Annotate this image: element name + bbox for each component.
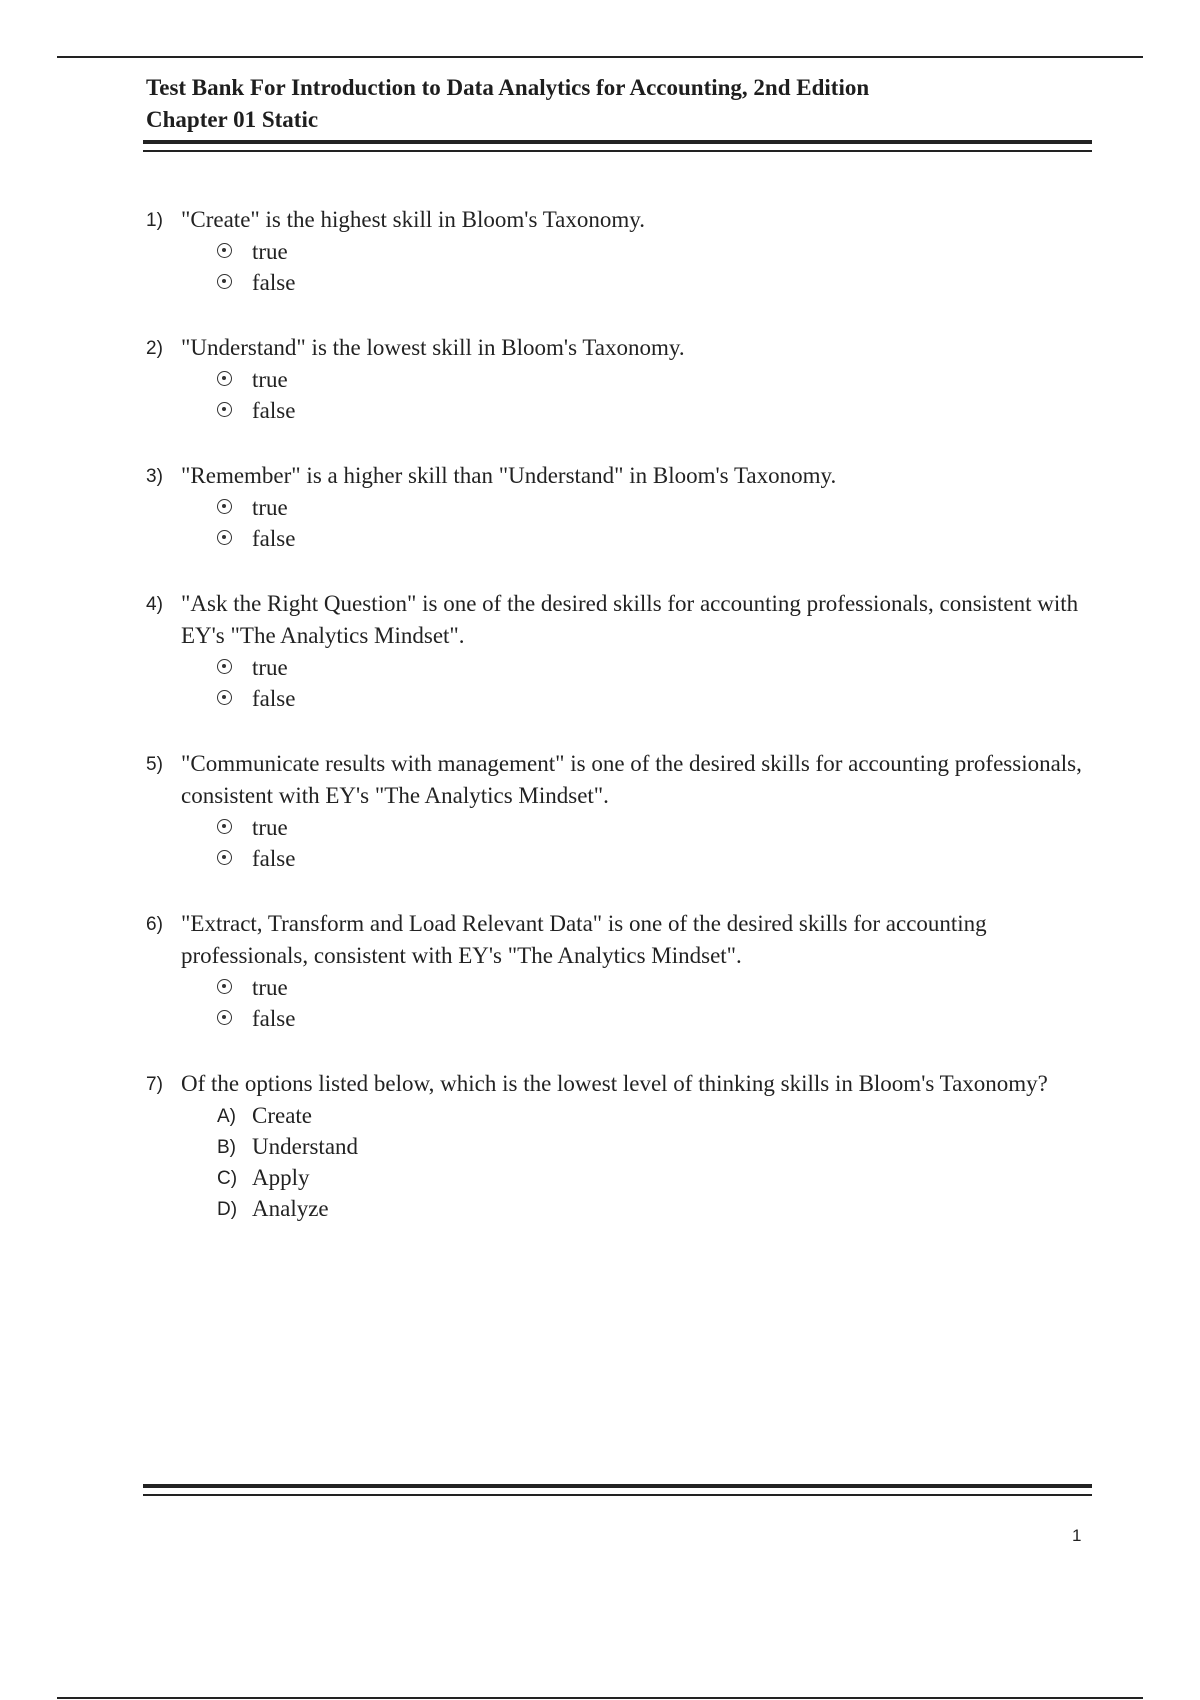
option-true[interactable] — [181, 972, 1096, 1003]
radio-icon[interactable] — [217, 274, 232, 289]
option-label: Apply — [252, 1165, 310, 1190]
radio-icon[interactable] — [217, 819, 232, 834]
option-list — [181, 492, 1096, 554]
header-divider — [143, 140, 1092, 152]
radio-icon[interactable] — [217, 402, 232, 417]
option-d[interactable] — [181, 1193, 1096, 1224]
question-number: 7) — [146, 1074, 163, 1095]
option-label: true — [252, 367, 288, 392]
question-text: Of the options listed below, which is the lowest level of thinking skills in Bloom's Taxonomy? — [181, 1071, 1048, 1096]
option-list — [181, 1100, 1096, 1224]
radio-icon[interactable] — [217, 659, 232, 674]
option-list — [181, 972, 1096, 1034]
option-c[interactable] — [181, 1162, 1096, 1193]
question-text: "Extract, Transform and Load Relevant Data" is one of the desired skills for accounting professionals, consistent with EY's "The Analytics Mindset". — [181, 911, 987, 968]
page-number: 1 — [1072, 1526, 1082, 1545]
option-a[interactable] — [181, 1100, 1096, 1131]
option-letter: B) — [217, 1137, 236, 1158]
option-true[interactable] — [181, 652, 1096, 683]
option-label: false — [252, 398, 296, 423]
question-number: 1) — [146, 210, 163, 231]
option-true[interactable] — [181, 236, 1096, 267]
option-false[interactable] — [181, 395, 1096, 426]
option-letter: C) — [217, 1168, 238, 1189]
option-true[interactable] — [181, 364, 1096, 395]
page-bottom-border — [57, 1697, 1143, 1699]
question-text: "Communicate results with management" is one of the desired skills for accounting professionals, consistent with EY's "The Analytics Mindset". — [181, 751, 1082, 808]
option-letter: D) — [217, 1199, 238, 1220]
option-list — [181, 364, 1096, 426]
option-true[interactable] — [181, 812, 1096, 843]
radio-icon[interactable] — [217, 850, 232, 865]
question-1 — [146, 204, 1096, 298]
question-5 — [146, 748, 1096, 874]
question-text: "Create" is the highest skill in Bloom's Taxonomy. — [181, 207, 646, 232]
option-label: false — [252, 526, 296, 551]
question-number: 5) — [146, 754, 163, 775]
radio-icon[interactable] — [217, 979, 232, 994]
option-false[interactable] — [181, 683, 1096, 714]
option-label: false — [252, 270, 296, 295]
question-list — [146, 204, 1096, 1258]
question-text: "Understand" is the lowest skill in Bloom's Taxonomy. — [181, 335, 685, 360]
option-label: Understand — [252, 1134, 359, 1159]
question-number: 2) — [146, 338, 163, 359]
question-6 — [146, 908, 1096, 1034]
radio-icon[interactable] — [217, 690, 232, 705]
option-label: Analyze — [252, 1196, 329, 1221]
option-false[interactable] — [181, 267, 1096, 298]
option-label: true — [252, 655, 288, 680]
question-4 — [146, 588, 1096, 714]
chapter-title: Chapter 01 Static — [146, 107, 319, 132]
option-label: false — [252, 1006, 296, 1031]
option-label: true — [252, 975, 288, 1000]
option-label: false — [252, 686, 296, 711]
page-top-border — [57, 56, 1143, 58]
footer-divider — [143, 1484, 1092, 1496]
option-true[interactable] — [181, 492, 1096, 523]
radio-icon[interactable] — [217, 243, 232, 258]
option-letter: A) — [217, 1106, 236, 1127]
radio-icon[interactable] — [217, 530, 232, 545]
option-b[interactable] — [181, 1131, 1096, 1162]
question-number: 3) — [146, 466, 163, 487]
question-7 — [146, 1068, 1096, 1224]
document-title: Test Bank For Introduction to Data Analytics for Accounting, 2nd Edition — [146, 75, 870, 100]
option-label: Create — [252, 1103, 313, 1128]
question-2 — [146, 332, 1096, 426]
radio-icon[interactable] — [217, 499, 232, 514]
option-list — [181, 812, 1096, 874]
option-false[interactable] — [181, 523, 1096, 554]
radio-icon[interactable] — [217, 1010, 232, 1025]
option-false[interactable] — [181, 1003, 1096, 1034]
question-text: "Remember" is a higher skill than "Understand" in Bloom's Taxonomy. — [181, 463, 837, 488]
question-3 — [146, 460, 1096, 554]
question-text: "Ask the Right Question" is one of the desired skills for accounting professionals, consistent with EY's "The Analytics Mindset". — [181, 591, 1079, 648]
option-false[interactable] — [181, 843, 1096, 874]
question-number: 4) — [146, 594, 163, 615]
question-number: 6) — [146, 914, 163, 935]
option-label: true — [252, 239, 288, 264]
option-label: true — [252, 815, 288, 840]
option-label: false — [252, 846, 296, 871]
option-list — [181, 652, 1096, 714]
option-label: true — [252, 495, 288, 520]
document-header — [146, 72, 1096, 136]
option-list — [181, 236, 1096, 298]
radio-icon[interactable] — [217, 371, 232, 386]
